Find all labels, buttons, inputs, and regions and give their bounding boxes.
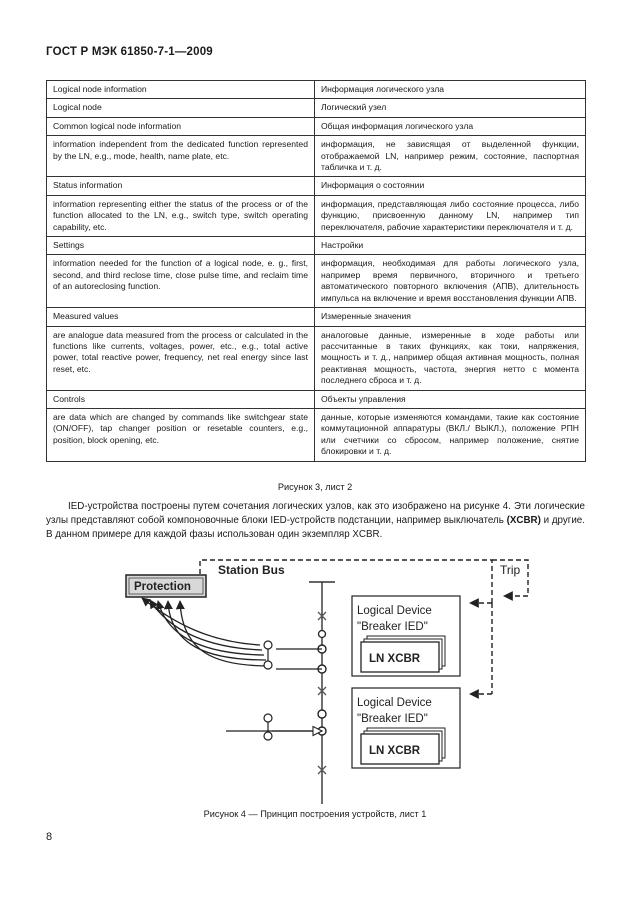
table-cell-ru: Измеренные значения (315, 308, 586, 326)
table-cell-en: are analogue data measured from the process or calculated in the functions like currents, voltages, power, etc., e.g., total active power, total reactive power, frequency, net real energy since last reset, etc. (47, 326, 315, 390)
trip-label: Trip (500, 563, 521, 577)
figure-4-diagram (0, 548, 630, 810)
table-cell-en: information needed for the function of a logical node, e. g., first, second, and third reclose time, close pulse time, and reclaim time of an autoreclosing function. (47, 255, 315, 308)
document-header: ГОСТ Р МЭК 61850-7-1—2009 (46, 46, 213, 58)
table-cell-en: Measured values (47, 308, 315, 326)
body-paragraph (46, 500, 585, 542)
table-cell-en: Logical node (47, 99, 315, 117)
station-bus-label: Station Bus (218, 563, 285, 577)
table-cell-ru: Информация логического узла (315, 81, 586, 99)
device-1-ln-label: LN XCBR (369, 653, 421, 665)
table-cell-en: Status information (47, 177, 315, 195)
table-cell-ru: Информация о состоянии (315, 177, 586, 195)
table-cell-en: Common logical node information (47, 117, 315, 135)
table-row (47, 237, 586, 255)
paragraph-bold-xcbr: (XCBR) (506, 515, 541, 526)
table-row (47, 390, 586, 408)
table-cell-en: Controls (47, 390, 315, 408)
table-row (47, 255, 586, 308)
sensor-taps (264, 641, 322, 740)
paragraph-text-1: IED-устройства построены путем сочетания логических узлов, как это изображено на рисунке 4. Эти логические узлы представляют собой компоновочные блоки IED-устройств подстанции, например выключатель (46, 501, 585, 526)
table-row (47, 81, 586, 99)
info-table (46, 80, 586, 462)
table-cell-ru: Настройки (315, 237, 586, 255)
table-row (47, 136, 586, 177)
table-cell-en: information representing either the status of the process or of the function allocated to the LN, e.g., switch type, switch operating capability, etc. (47, 195, 315, 236)
figure-4-caption: Рисунок 4 — Принцип построения устройств, лист 1 (203, 809, 427, 819)
device-1-title-line1: Logical Device (357, 605, 432, 617)
table-cell-en: Logical node information (47, 81, 315, 99)
table-cell-ru: Логический узел (315, 99, 586, 117)
table-row (47, 99, 586, 117)
table-row (47, 177, 586, 195)
device-2-title-line1: Logical Device (357, 697, 432, 709)
table-cell-ru: информация, представляющая либо состояние процесса, либо функцию, присвоенную данному LN, например тип переключателя, рабочие характеристики переключателя и т. д. (315, 195, 586, 236)
table-cell-ru: Общая информация логического узла (315, 117, 586, 135)
protection-signal-arrows (142, 598, 270, 666)
device-2-title-line2: "Breaker IED" (357, 713, 428, 725)
table-row (47, 117, 586, 135)
device-1-title-line2: "Breaker IED" (357, 621, 428, 633)
table-cell-ru: аналоговые данные, измеренные в ходе работы или рассчитанные в таких функциях, как токи, напряжения, мощность и т. д., например общая активная мощность, полная реактивная мощность, частота, энергия нетто с момента последнего сброса и т. д. (315, 326, 586, 390)
table-cell-en: information independent from the dedicated function represented by the LN, e.g., mode, health, name plate, etc. (47, 136, 315, 177)
table-row (47, 326, 586, 390)
protection-label: Protection (134, 581, 191, 593)
figure-3-caption: Рисунок 3, лист 2 (277, 482, 353, 492)
table-cell-ru: информация, не зависящая от выделенной функции, отображаемой LN, например режим, состояние, паспортная табличка и т. д. (315, 136, 586, 177)
table-row (47, 308, 586, 326)
table-cell-ru: Объекты управления (315, 390, 586, 408)
table-row (47, 408, 586, 461)
paragraph-text-2: и другие. В данном примере для каждой фазы использован один экземпляр XCBR. (46, 515, 585, 540)
table-cell-ru: данные, которые изменяются командами, такие как состояние коммутационной аппаратуры (ВКЛ./ ВЫКЛ.), положение РПН или счетчики со сбросом, например положение, снятие блокировки и т. д. (315, 408, 586, 461)
table-cell-en: are data which are changed by commands like switchgear state (ON/OFF), tap changer position or resetable counters, e.g., position, block opening, etc. (47, 408, 315, 461)
table-row (47, 195, 586, 236)
page-number: 8 (46, 831, 53, 843)
device-2-ln-label: LN XCBR (369, 745, 421, 757)
table-cell-en: Settings (47, 237, 315, 255)
table-cell-ru: информация, необходимая для работы логического узла, например время первичного, вторичного и третьего автоматического повторного включения (АПВ), длительность импульса на включение и время восстановления функции АПВ. (315, 255, 586, 308)
